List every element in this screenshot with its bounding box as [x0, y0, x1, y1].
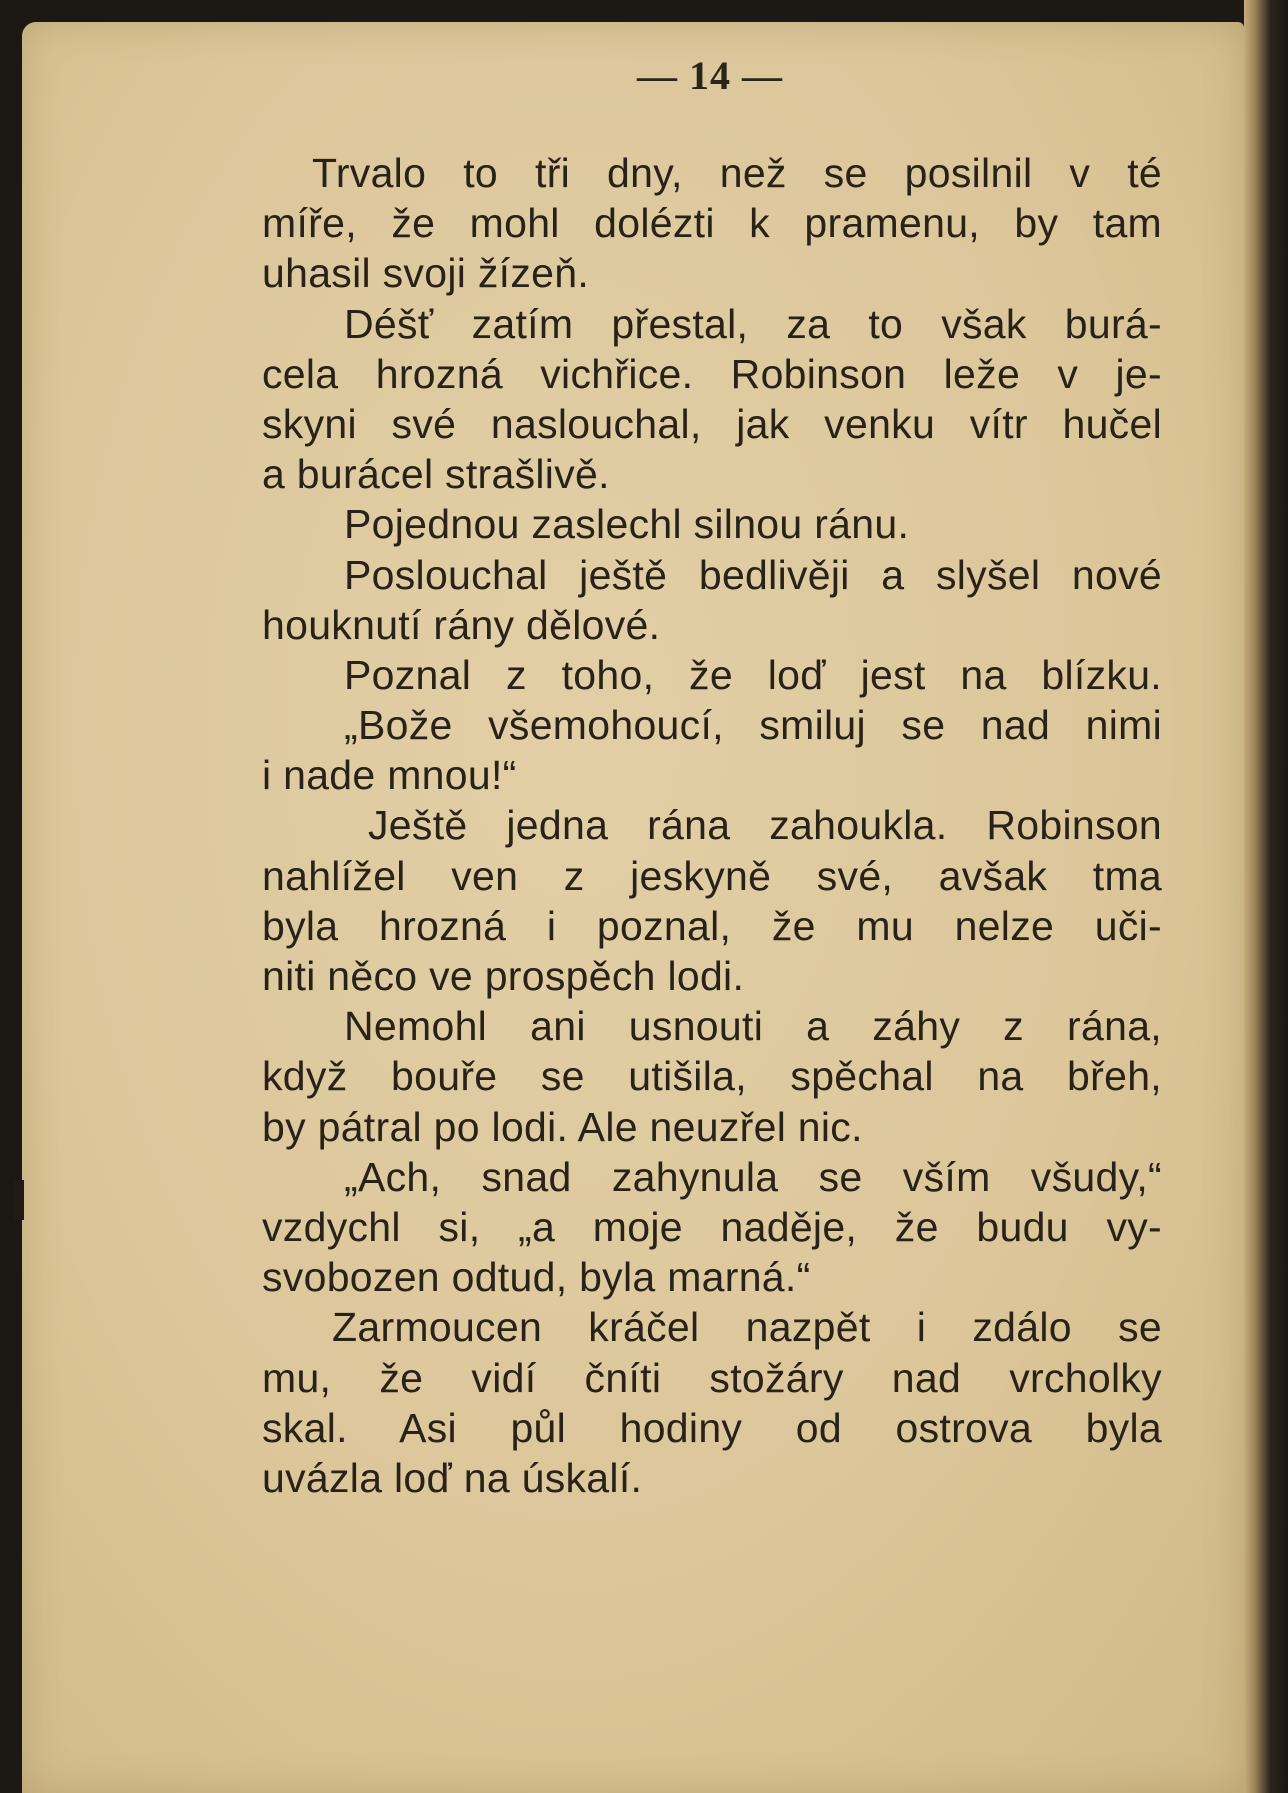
- page-edge-mark: [14, 1180, 24, 1220]
- body-text: [262, 148, 1162, 1503]
- text-line: uvázla loď na úskalí.: [262, 1454, 643, 1501]
- text-line: houknutí rány dělové.: [262, 601, 661, 648]
- text-line: mu, že vidí čníti stožáry nad vrcholky: [262, 1354, 1162, 1401]
- text-line: nahlížel ven z jeskyně své, avšak tma: [262, 852, 1162, 899]
- text-line: vzdychl si, „a moje naděje, že budu vy-: [262, 1203, 1162, 1250]
- text-line: Nemohl ani usnouti a záhy z rána,: [344, 1003, 1162, 1050]
- text-line: skal. Asi půl hodiny od ostrova byla: [262, 1404, 1162, 1451]
- text-line: Déšť zatím přestal, za to však burá-: [344, 300, 1162, 347]
- text-line: uhasil svoji žízeň.: [262, 250, 590, 297]
- text-line: skyni své naslouchal, jak venku vítr hučel: [262, 400, 1162, 447]
- text-line: Zarmoucen kráčel nazpět i zdálo se: [332, 1304, 1162, 1351]
- text-line: „Bože všemohoucí, smiluj se nad nimi: [344, 702, 1162, 749]
- text-line: „Ach, snad zahynula se vším všudy,“: [344, 1153, 1162, 1200]
- text-line: Pojednou zaslechl silnou ránu.: [344, 501, 910, 548]
- text-line: když bouře se utišila, spěchal na břeh,: [262, 1053, 1162, 1100]
- text-line: Poslouchal ještě bedlivěji a slyšel nové: [344, 551, 1162, 598]
- book-spine: [1244, 0, 1288, 1793]
- text-line: i nade mnou!“: [262, 752, 517, 799]
- text-line: Trvalo to tři dny, než se posilnil v té: [312, 150, 1162, 196]
- text-line: niti něco ve prospěch lodi.: [262, 953, 745, 999]
- text-line: Ještě jedna rána zahoukla. Robinson: [368, 802, 1162, 849]
- text-line: byla hrozná i poznal, že mu nelze uči-: [262, 902, 1162, 949]
- text-line: cela hrozná vichřice. Robinson leže v je-: [262, 350, 1162, 397]
- text-line: svobozen odtud, byla marná.“: [262, 1254, 811, 1301]
- text-line: Poznal z toho, že loď jest na blízku.: [344, 651, 1162, 698]
- text-line: by pátral po lodi. Ale neuzřel nic.: [262, 1103, 863, 1150]
- text-line: a burácel strašlivě.: [262, 451, 610, 498]
- page-number: — 14 —: [637, 53, 783, 98]
- text-line: míře, že mohl dolézti k pramenu, by tam: [262, 200, 1162, 247]
